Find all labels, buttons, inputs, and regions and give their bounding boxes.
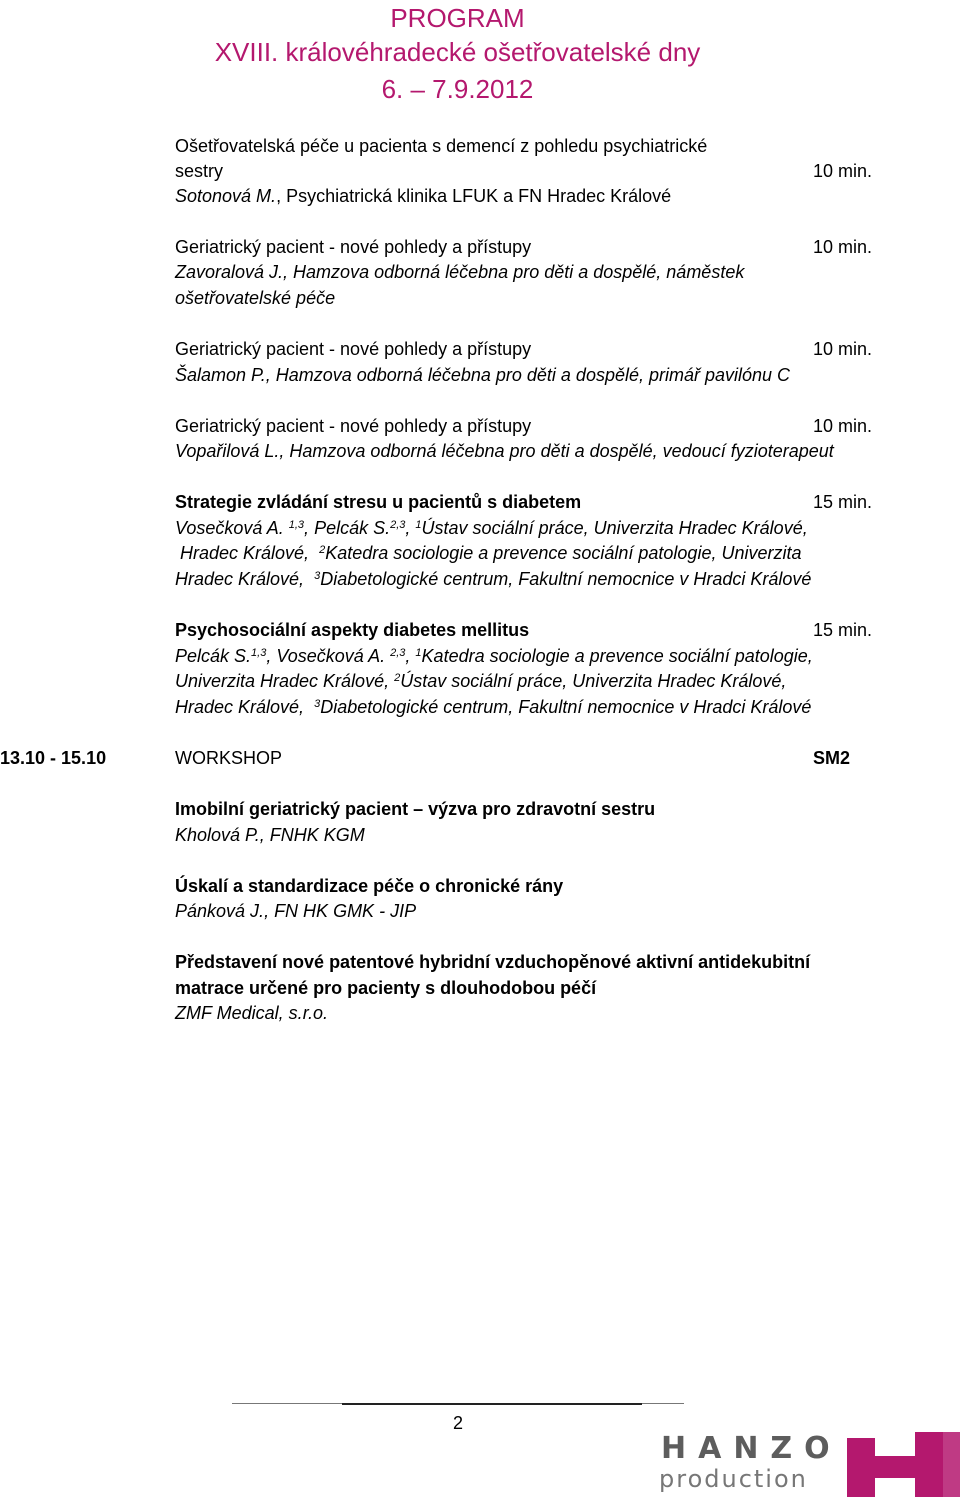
page-title: PROGRAM — [390, 3, 525, 33]
talk-affiliation: Katedra sociologie a prevence sociální patologie, Univerzita — [325, 543, 802, 563]
workshop-author: Pánková J. — [175, 901, 265, 921]
talk-affiliation: , Hamzova odborná léčebna pro děti a dospělé, primář pavilónu C — [265, 365, 791, 385]
affiliation-ref: 2 — [319, 543, 326, 556]
talk-author: Sotonová M. — [175, 186, 277, 206]
session-label: WORKSHOP — [175, 748, 283, 768]
talk-author-line: Vosečková A. $^{1,3}$, Pelcák S.$^{2,3}$, $^1$Ústav sociální práce, Univerzita Hradec Králové, — [175, 518, 808, 538]
talk-author: Pelcák S. — [175, 646, 252, 666]
talk-author-line — [175, 438, 834, 464]
talk-author-line — [175, 362, 790, 388]
logo-text-bottom: production — [659, 1465, 808, 1493]
talk-affiliation: , Psychiatrická klinika LFUK a FN Hradec Králové — [276, 186, 672, 206]
session-room: SM2 — [812, 748, 850, 768]
workshop-affiliation: , FN HK GMK - JIP — [264, 901, 417, 921]
talk-author: Vosečková A. — [276, 646, 386, 666]
workshop-affiliation: , FNHK KGM — [259, 825, 365, 845]
hanzo-logo — [655, 1432, 960, 1497]
conference-name: XVIII. královéhradecké ošetřovatelské dny — [214, 37, 701, 67]
talk-duration: 10 min. — [812, 237, 872, 257]
talk-author: Pelcák S. — [314, 518, 391, 538]
affiliation-ref: 1 — [415, 518, 422, 531]
talk-duration: 15 min. — [812, 620, 872, 640]
talk-affiliation-line — [180, 540, 801, 566]
talk-affiliation: Ústav sociální práce, Univerzita Hradec Králové, — [400, 671, 787, 691]
talk-title: Psychosociální aspekty diabetes mellitus — [175, 620, 530, 640]
talk-affiliation: Univerzita Hradec Králové, — [175, 671, 390, 691]
talk-author: Zavoralová J. — [175, 262, 284, 282]
talk-affiliation: , Hamzova odborná léčebna pro děti a dospělé, náměstek — [283, 262, 745, 282]
talk-author-line — [175, 183, 671, 209]
talk-affiliation: Katedra sociologie a prevence sociální patologie, — [421, 646, 813, 666]
talk-affiliation-line — [175, 694, 811, 720]
talk-affiliation: Hradec Králové, — [175, 697, 305, 717]
talk-author-line: Pelcák S.$^{1,3}$, Vosečková A. $^{2,3}$, $^1$Katedra sociologie a prevence sociální patologie, — [175, 646, 813, 666]
logo-text-top: HANZO — [661, 1431, 842, 1466]
separator: , — [266, 646, 277, 666]
talk-duration: 10 min. — [812, 416, 872, 436]
workshop-title: Úskalí a standardizace péče o chronické rány — [175, 876, 564, 896]
talk-affiliation-line — [175, 566, 811, 592]
talk-duration: 15 min. — [812, 492, 872, 512]
affiliation-ref: 1 — [415, 646, 422, 659]
talk-duration: 10 min. — [812, 161, 872, 181]
separator: , — [304, 518, 315, 538]
affiliation-ref: 1,3 — [288, 518, 305, 531]
talk-affiliation-line — [175, 668, 786, 694]
footer-divider — [342, 1403, 642, 1405]
talk-author: Šalamon P. — [175, 365, 266, 385]
workshop-author: Kholová P. — [175, 825, 260, 845]
talk-title: Strategie zvládání stresu u pacientů s diabetem — [175, 492, 582, 512]
session-time: 13.10 - 15.10 — [0, 748, 107, 768]
workshop-title-cont: matrace určené pro pacienty s dlouhodobou péčí — [175, 978, 597, 998]
workshop-author: ZMF Medical, s.r.o. — [175, 1003, 329, 1023]
workshop-author-line — [175, 898, 416, 924]
affiliation-ref: 1,3 — [251, 646, 267, 659]
talk-author: Vopařilová L. — [175, 441, 280, 461]
workshop-title: Imobilní geriatrický pacient – výzva pro zdravotní sestru — [175, 799, 656, 819]
talk-title-cont: sestry — [175, 161, 224, 181]
footer-divider — [642, 1403, 684, 1404]
affiliation-ref: 2,3 — [390, 646, 406, 659]
conference-dates: 6. – 7.9.2012 — [381, 74, 534, 104]
talk-title: Ošetřovatelská péče u pacienta s demencí z pohledu psychiatrické — [175, 136, 708, 156]
affiliation-ref: 3 — [314, 697, 321, 710]
workshop-author-line — [175, 822, 365, 848]
footer-divider — [232, 1403, 342, 1404]
talk-affiliation: Diabetologické centrum, Fakultní nemocnice v Hradci Králové — [320, 697, 812, 717]
talk-affiliation: Hradec Králové, — [175, 569, 305, 589]
page-number: 2 — [452, 1413, 463, 1433]
affiliation-ref: 2 — [394, 671, 401, 684]
talk-affiliation: , Hamzova odborná léčebna pro děti a dospělé, vedoucí fyzioterapeut — [279, 441, 834, 461]
talk-duration: 10 min. — [812, 339, 872, 359]
talk-affiliation: Ústav sociální práce, Univerzita Hradec Králové, — [421, 518, 808, 538]
talk-affiliation: Diabetologické centrum, Fakultní nemocnice v Hradci Králové — [320, 569, 812, 589]
talk-title: Geriatrický pacient - nové pohledy a přístupy — [175, 339, 532, 359]
talk-author: Vosečková A. — [175, 518, 284, 538]
workshop-title: Představení nové patentové hybridní vzduchopěnové aktivní antidekubitní — [175, 952, 811, 972]
talk-author-line — [175, 259, 744, 285]
talk-affiliation-cont: ošetřovatelské péče — [175, 288, 336, 308]
talk-title: Geriatrický pacient - nové pohledy a přístupy — [175, 416, 532, 436]
logo-mark-icon — [847, 1432, 960, 1497]
affiliation-ref: 3 — [314, 569, 321, 582]
affiliation-ref: 2,3 — [390, 518, 406, 531]
talk-title: Geriatrický pacient - nové pohledy a přístupy — [175, 237, 532, 257]
talk-affiliation: Hradec Králové, — [180, 543, 310, 563]
